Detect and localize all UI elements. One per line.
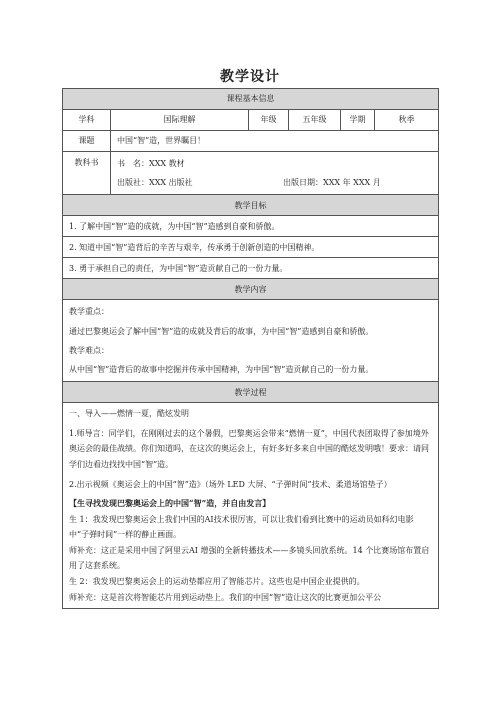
textbook-details (111, 152, 439, 195)
process-paragraph: 2.出示视频《奥运会上的中国“智”造》（场外 LED 大屏、“子弹时间”技术、柔道场馆垫子） (69, 479, 392, 489)
difficult-point-label: 教学难点： (69, 345, 109, 355)
page-title: 教学设计 (220, 69, 280, 85)
section-header-process (63, 382, 439, 403)
book-name: 书 名：XXX 教材 (117, 159, 185, 168)
topic-label: 课题 (63, 131, 111, 152)
section-title: 教学目标 (63, 195, 439, 216)
publisher-row (117, 173, 432, 192)
goal-item: 2. 知道中国“智”造背后的辛苦与艰辛，传承勇于创新创造的中国精神。 (63, 237, 439, 258)
section-header-goals (63, 195, 439, 216)
content-block (63, 300, 439, 382)
subject-value: 国际理解 (111, 110, 249, 131)
section-header-content (63, 279, 439, 300)
process-paragraph-emphasis: 【生寻找发现巴黎奥运会上的中国“智”造，并自由发言】 (69, 498, 271, 509)
lesson-plan-table (62, 88, 439, 609)
term-value: 秋季 (375, 110, 439, 131)
textbook-label: 教科书 (63, 152, 111, 195)
process-paragraph: 师补充：这是首次将智能芯片用到运动垫上。我们的中国“智”造让这次的比赛更加公平公 (69, 592, 382, 602)
term-label: 学期 (341, 110, 375, 131)
publisher: 出版社：XXX 出版社 (117, 178, 193, 188)
process-paragraph: 1.师导言：同学们，在刚刚过去的这个暑假，巴黎奥运会带来“燃情一夏”，中国代表团取得了参加境外奥运会的最佳战绩。你们知道吗，在这次的奥运会上，有好多好多来自中国的酷炫发明哦！要求：请同学们边看边找找中国“智”造。 (69, 428, 429, 469)
grade-value: 五年级 (289, 110, 341, 131)
goal-item: 3. 勇于承担自己的责任，为中国“智”造贡献自己的一份力量。 (63, 258, 439, 279)
section-title: 教学内容 (63, 279, 439, 300)
difficult-point-text: 从中国“智”造背后的故事中挖掘并传承中国精神，为中国“智”造贡献自己的一份力量。 (69, 364, 374, 374)
goal-item: 1. 了解中国“智”造的成就，为中国“智”造感到自豪和骄傲。 (63, 216, 439, 237)
process-paragraph: 生 1：我发现巴黎奥运会上我们中国的AI技术很厉害，可以让我们看到比赛中的运动员如科幻电影中“子弹时间”一样的静止画面。 (69, 514, 414, 540)
topic-row (63, 131, 439, 152)
goal-row (63, 216, 439, 237)
process-block (63, 403, 439, 609)
process-paragraph: 生 2：我发现巴黎奥运会上的运动垫都应用了智能芯片。这些也是中国企业提供的。 (69, 577, 365, 587)
goal-row (63, 258, 439, 279)
step-title: 一、导入——燃情一夏，酷炫发明 (69, 409, 189, 419)
info-row (63, 110, 439, 131)
process-row (63, 403, 439, 609)
textbook-row (63, 152, 439, 195)
goal-row (63, 237, 439, 258)
section-header-basic-info (63, 89, 439, 110)
grade-label: 年级 (249, 110, 289, 131)
publish-date: 出版日期：XXX 年 XXX 月 (283, 178, 381, 188)
section-title: 课程基本信息 (63, 89, 439, 110)
key-point-label: 教学重点： (69, 307, 109, 317)
key-point-text: 通过巴黎奥运会了解中国“智”造的成就及背后的故事，为中国“智”造感到自豪和骄傲。 (69, 326, 374, 336)
topic-value: 中国“智”造，世界瞩目！ (111, 131, 439, 152)
process-paragraph: 师补充：这正是采用中国了阿里云AI 增强的全新转播技术——多镜头回放系统。14 个比赛场馆布置启用了这套系统。 (69, 545, 430, 571)
subject-label: 学科 (63, 110, 111, 131)
content-row (63, 300, 439, 382)
section-title: 教学过程 (63, 382, 439, 403)
